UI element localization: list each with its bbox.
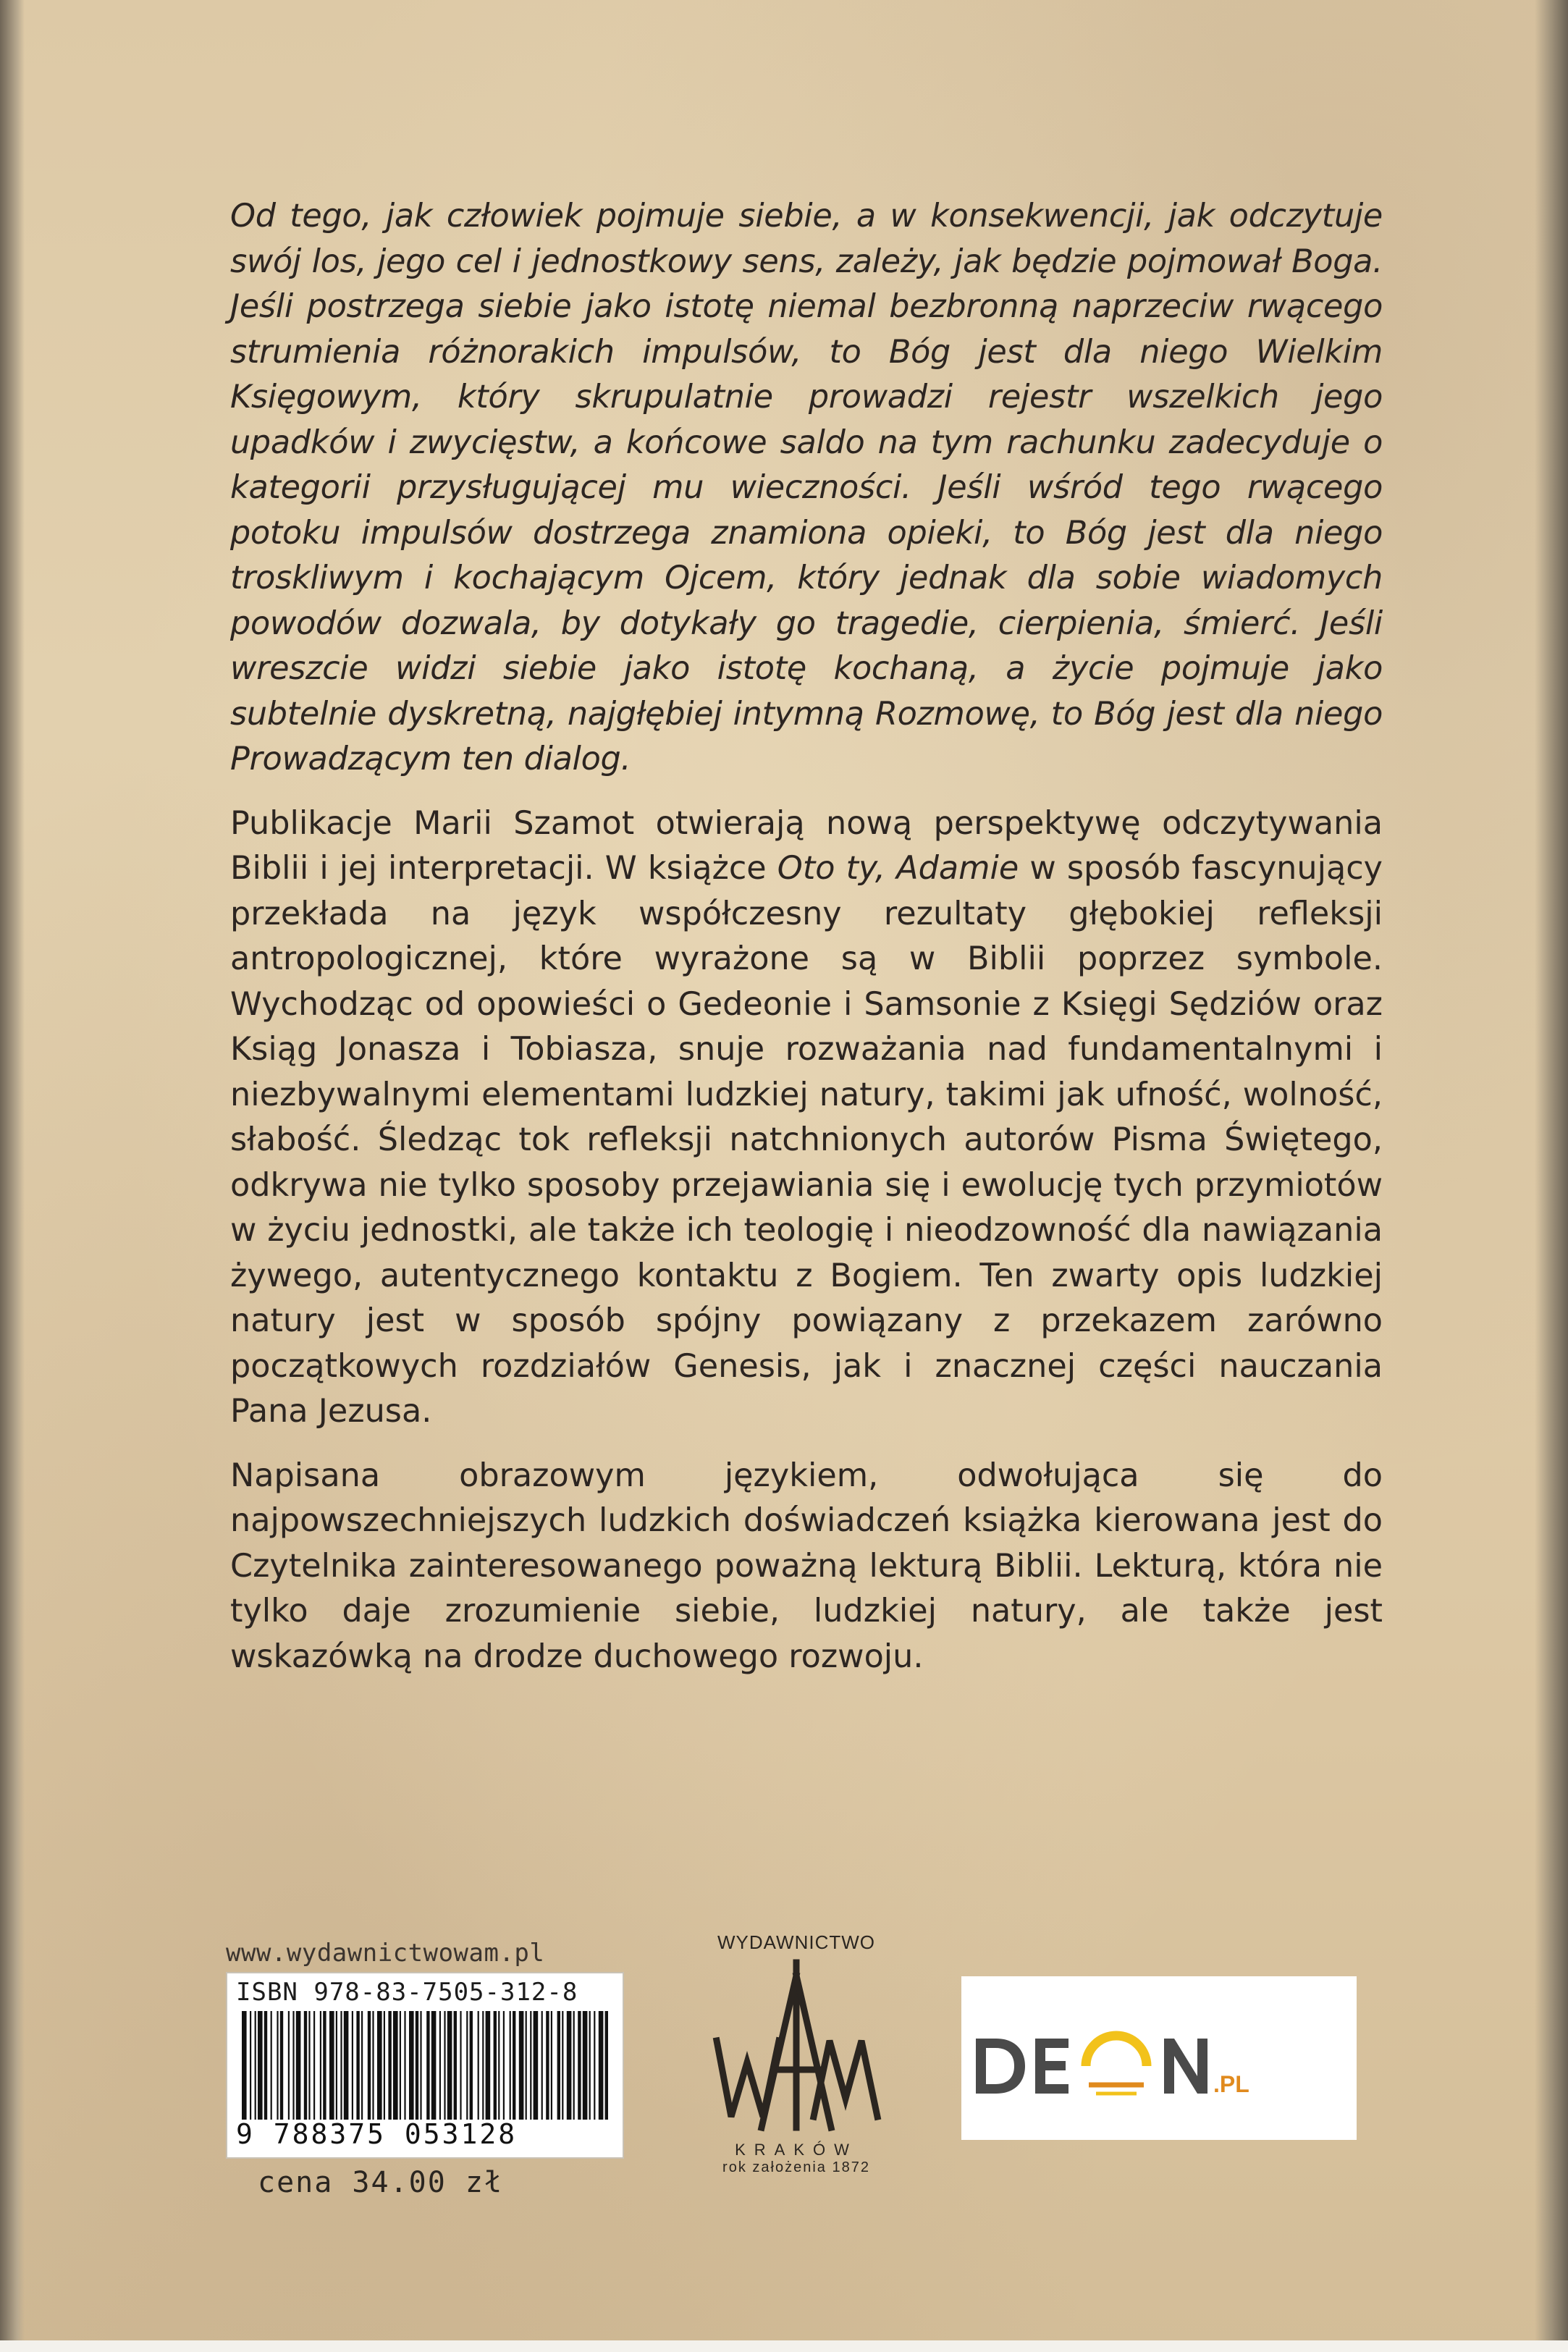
- barcode-bar: [344, 2011, 349, 2120]
- blurb-paragraph-publication: [230, 801, 1383, 1435]
- barcode-bar: [271, 2011, 272, 2120]
- barcode-bar: [510, 2011, 511, 2120]
- barcode-bar: [444, 2011, 445, 2120]
- barcode-bar: [420, 2011, 421, 2120]
- blurb-paragraph-audience: Napisana obrazowym językiem, odwołująca się do najpowszechniejszych ludzkich doświadczeń książka kierowana jest do Czytelnika zainteresowanego poważną lekturą Biblii. Lekturą, która nie tylko daje zrozumienie siebie, ludzkiej natury, ale także jest wskazówką na drodze duchowego rozwoju.: [230, 1457, 1383, 1675]
- barcode-bar: [277, 2011, 278, 2120]
- barcode-bar: [280, 2011, 283, 2120]
- barcode-bar: [388, 2011, 391, 2120]
- barcode-bar: [255, 2011, 256, 2120]
- barcode-bar: [404, 2011, 405, 2120]
- barcode-bar: [482, 2011, 484, 2120]
- barcode-bar: [288, 2011, 290, 2120]
- barcode-bar: [605, 2011, 608, 2120]
- barcode-bar: [567, 2011, 572, 2120]
- barcode-bar: [460, 2011, 461, 2120]
- publisher-logo-text: WAM: [796, 2133, 798, 2134]
- wam-logo-icon: [695, 1954, 898, 2135]
- barcode-bar: [551, 2011, 552, 2120]
- isbn-number: ISBN 978-83-7505-312-8: [236, 1978, 578, 2007]
- barcode-bar: [372, 2011, 374, 2120]
- barcode-bar: [447, 2011, 452, 2120]
- scan-edge-bottom: [0, 2340, 1568, 2352]
- barcode-bar: [573, 2011, 575, 2120]
- back-cover-blurb: [230, 194, 1383, 1679]
- barcode-bar: [336, 2011, 337, 2120]
- barcode-bar: [304, 2011, 307, 2120]
- barcode-bar: [439, 2011, 441, 2120]
- barcode-bar: [264, 2011, 267, 2120]
- blurb-paragraph-intro: Od tego, jak człowiek pojmuje siebie, a w konsekwencji, jak odczytuje swój los, jego cel i jednostkowy sens, zależy, jak będzie pojmował Boga. Jeśli postrzega siebie jako istotę niemal bezbronną naprzeciw rwącego strumienia różnorakich impulsów, to Bóg jest dla niego Wielkim Księgowym, który skrupulatnie prowadzi rejestr wszelkich jego upadków i zwycięstw, a końcowe saldo na tym rachunku zadecyduje o kategorii przysługującej mu wieczności. Jeśli wśród tego rwącego potoku impulsów dostrzega znamiona opieki, to Bóg jest dla niego troskliwym i kochającym Ojcem, który jednak dla sobie wiadomych powodów dozwala, by dotykały go tragedie, cierpienia, śmierć. Jeśli wreszcie widzi siebie jako istotę kochaną, a życie pojmuje jako subtelnie dyskretną, najgłębiej intymną Rozmowę, to Bóg jest dla niego Prowadzącym ten dialog.: [230, 198, 1383, 777]
- barcode-bar: [583, 2011, 588, 2120]
- publisher-founded: rok założenia 1872: [722, 2159, 870, 2175]
- barcode-bar: [416, 2011, 418, 2120]
- barcode-bar: [409, 2011, 414, 2120]
- publisher-logo: [695, 1931, 898, 2176]
- barcode-block: [226, 1939, 623, 2199]
- barcode-bar: [340, 2011, 342, 2120]
- barcode-bar: [486, 2011, 491, 2120]
- barcode-bar: [466, 2011, 468, 2120]
- blurb-paragraph-publication-start: Publikacje Marii Szamot otwierają nową perspektywę odczytywania Biblii i jej interpretacji. W książce: [230, 804, 1383, 887]
- barcode-bar: [594, 2011, 595, 2120]
- price: cena 34.00 zł: [258, 2166, 504, 2199]
- barcode-bar: [296, 2011, 301, 2120]
- barcode-bar: [320, 2011, 321, 2120]
- barcode-bar: [454, 2011, 457, 2120]
- scan-edge-right: [1535, 0, 1568, 2352]
- barcode-bar: [258, 2011, 263, 2120]
- barcode-bar: [541, 2011, 543, 2120]
- barcode-bar: [368, 2011, 371, 2120]
- deon-logo: [961, 1976, 1357, 2140]
- barcode-bar: [292, 2011, 294, 2120]
- deon-logo-icon: [961, 1976, 1357, 2140]
- barcode-bar: [562, 2011, 563, 2120]
- barcode-bar: [519, 2011, 524, 2120]
- barcode-number: 9 788375 053128: [236, 2118, 518, 2150]
- barcode-bar: [534, 2011, 539, 2120]
- barcode-bar: [530, 2011, 531, 2120]
- barcode-bar: [361, 2011, 363, 2120]
- scan-edge-left: [0, 0, 25, 2352]
- publisher-label: WYDAWNICTWO: [717, 1931, 875, 1953]
- barcode-bar: [356, 2011, 359, 2120]
- barcode-bar: [400, 2011, 401, 2120]
- barcode-bar: [478, 2011, 479, 2120]
- publisher-city: KRAKÓW: [735, 2141, 858, 2159]
- svg-text:.PL: .PL: [1213, 2071, 1249, 2097]
- barcode-bar: [426, 2011, 429, 2120]
- barcode-bar: [526, 2011, 527, 2120]
- barcode-bar: [323, 2011, 326, 2120]
- publisher-website: www.wydawnictwowam.pl: [226, 1939, 545, 1968]
- barcode-bar: [557, 2011, 560, 2120]
- deon-logo-text: DEON.PL: [961, 1976, 965, 1977]
- barcode-bar: [599, 2011, 604, 2120]
- barcode-bar: [352, 2011, 353, 2120]
- barcode-bar: [589, 2011, 591, 2120]
- barcode-bar: [384, 2011, 385, 2120]
- barcode-bar: [313, 2011, 315, 2120]
- barcode-bar: [308, 2011, 310, 2120]
- barcode-bar: [393, 2011, 398, 2120]
- barcode-bar: [503, 2011, 505, 2120]
- barcode-bar: [329, 2011, 334, 2120]
- barcode-bar: [470, 2011, 473, 2120]
- blurb-paragraph-publication-rest: w sposób fascynujący przekłada na język współczesny rezultaty głębokiej refleksji antropologicznej, które wyrażone są w Biblii poprzez symbole. Wychodząc od opowieści o Gedeonie i Samsonie z Księgi Sędziów oraz Ksiąg Jonasza i Tobiasza, snuje rozważania nad fundamentalnymi i niezbywalnymi elementami ludzkiej natury, takimi jak ufność, wolność, słabość. Śledząc tok refleksji natchnionych autorów Pisma Świętego, odkrywa nie tylko sposoby przejawiania się i ewolucję tych przymiotów w życiu jednostki, ale także ich teologię i nieodzowność dla nawiązania żywego, autentycznego kontaktu z Bogiem. Ten zwarty opis ludzkiej natury jest w sposób spójny powiązany z przekazem zarówno początkowych rozdziałów Genesis, jak i znacznej części nauczania Pana Jezusa.: [230, 850, 1383, 1430]
- barcode-bar: [513, 2011, 515, 2120]
- barcode-bar: [250, 2011, 251, 2120]
- barcode-bar: [546, 2011, 549, 2120]
- barcode-bar: [242, 2011, 247, 2120]
- barcode-bar: [498, 2011, 500, 2120]
- isbn-label: [226, 1972, 624, 2159]
- barcode-bar: [377, 2011, 382, 2120]
- book-title: Oto ty, Adamie: [777, 850, 1019, 887]
- barcode-bar: [431, 2011, 437, 2120]
- barcode-bar: [494, 2011, 497, 2120]
- barcode-bar: [578, 2011, 581, 2120]
- barcode-bars: [236, 2011, 614, 2120]
